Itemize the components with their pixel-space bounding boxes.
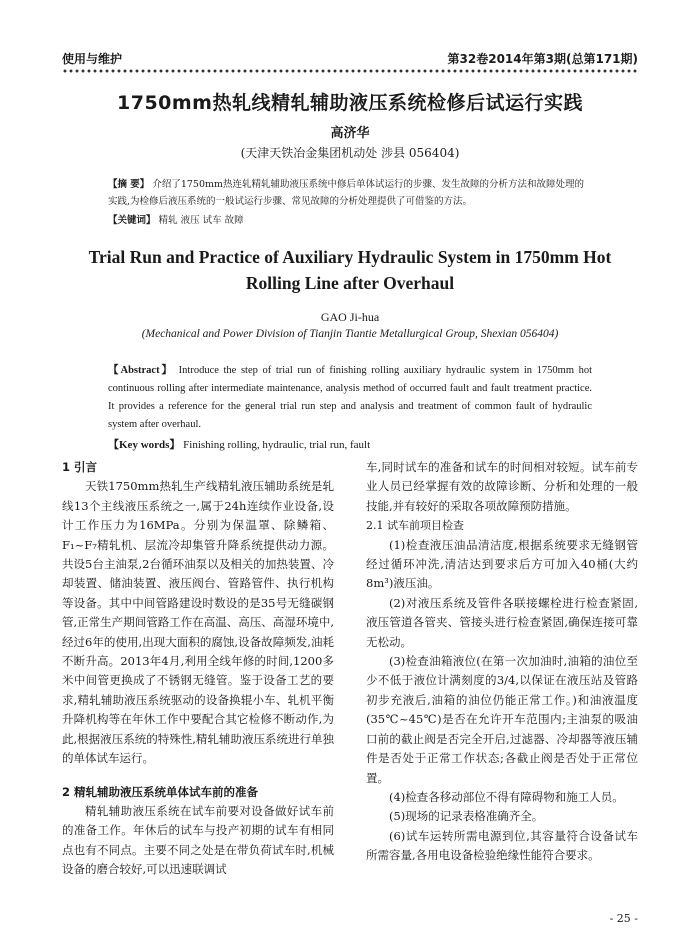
author-en: GAO Ji-hua xyxy=(320,310,380,324)
section-2-paragraph-cont: 车,同时试车的准备和试车的时间相对较短。试车前专业人员已经掌握有效的故障诊断、分析和处理的一般技能,并有较好的采取各项故障预防措施。 xyxy=(366,460,638,513)
list-item: (3)检查油箱液位(在第一次加油时,油箱的油位至少不低于液位计满刻度的3/4,以保证在液压站及管路初步充液后,油箱的油位仍能正常工作。)和油液温度(35℃~45℃)是否在允许开车范围内;主油泵的吸油口前的截止阀是否完全开启,过滤器、冷却器等液压辅件是否处于正常工作状态;各截止阀是否处于正常位置。 xyxy=(366,654,638,785)
abstract-cn-label: 【摘 要】 xyxy=(108,179,150,190)
page-number: - 25 - xyxy=(609,912,638,925)
section-2-paragraph: 精轧辅助液压系统在试车前要对设备做好试车前的准备工作。年休后的试车与投产初期的试车有相同点也有不同点。主要不同之处是在带负荷试车时,机械设备的磨合较好,可以迅速联调试 xyxy=(62,803,334,877)
keywords-cn xyxy=(108,212,592,226)
section-2-1-heading: 2.1 试车前项目检查 xyxy=(366,519,464,533)
author-cn: 高济华 xyxy=(330,126,370,141)
section-1-heading: 1 引言 xyxy=(62,460,98,474)
list-item: (1)检查液压油品清洁度,根据系统要求无缝钢管经过循环冲洗,清洁达到要求后方可加入40桶(大约8m³)液压油。 xyxy=(366,537,638,591)
section-2-heading: 2 精轧辅助液压系统单体试车前的准备 xyxy=(62,784,259,799)
header-rule xyxy=(62,68,638,74)
keywords-en-text: Finishing rolling, hydraulic, trial run, fault xyxy=(183,439,371,451)
abstract-cn-text: 介绍了1750mm热连轧精轧辅助液压系统中修后单体试运行的步骤、发生故障的分析方法和故障处理的实践,为检修后液压系统的一般试运行步骤、常见故障的分析处理提供了可借鉴的方法。 xyxy=(108,179,585,207)
abstract-en xyxy=(108,362,592,434)
page-title: 1750mm热轧线精轧辅助液压系统检修后试运行实践 xyxy=(117,92,583,114)
header-section: 使用与维护 xyxy=(62,52,123,66)
list-item: (2)对液压系统及管件各联接螺栓进行检查紧固,液压管道各管夹、管接头进行检查紧固,确保连接可靠无松动。 xyxy=(366,595,638,649)
abstract-en-label: 【Abstract】 xyxy=(108,365,175,376)
abstract-cn xyxy=(108,176,592,210)
abstract-en-text: Introduce the step of trial run of finishing rolling auxiliary hydraulic system in 1750mm hot continuous rolling after intermediate maintenance, analysis method of occurred fault and fault treatment practice. It provides a reference for the general trial run step and analysis and treatment of common fault of hydraulic system after overhaul. xyxy=(108,365,593,430)
header-issue: 第32卷2014年第3期(总第171期) xyxy=(447,52,638,66)
affiliation-en: (Mechanical and Power Division of Tianjin Tiantie Metallurgical Group, Shexian 056404) xyxy=(141,328,559,340)
title-en: Trial Run and Practice of Auxiliary Hydraulic System in 1750mm Hot Rolling Line after Overhaul xyxy=(88,247,612,293)
keywords-cn-text: 精轧 液压 试车 故障 xyxy=(158,215,244,226)
affiliation-cn: (天津天铁冶金集团机动处 涉县 056404) xyxy=(240,146,460,160)
body-column-left xyxy=(62,458,334,880)
list-item: (4)检查各移动部位不得有障碍物和施工人员。 xyxy=(389,789,624,804)
keywords-en xyxy=(108,436,592,452)
list-item: (6)试车运转所需电源到位,其容量符合设备试车所需容量,各用电设备检验绝缘性能符合要求。 xyxy=(366,828,638,863)
keywords-cn-label: 【关键词】 xyxy=(108,215,156,226)
running-header xyxy=(62,50,638,68)
list-item: (5)现场的记录表格准确齐全。 xyxy=(389,809,544,824)
keywords-en-label: 【Key words】 xyxy=(108,439,181,451)
section-1-paragraph: 天铁1750mm热轧生产线精轧液压辅助系统是轧线13个主线液压系统之一,属于24h连续作业设备,设计工作压力为16MPa。分别为保温罩、除鳞箱、F₁~F₇精轧机、层流冷却集管升降系统提供动力源。共设5台主油泵,2台循环油泵以及相关的加热装置、冷却装置、储油装置、液压阀台、管路管件、执行机构等设备。其中中间管路建设时数设的是35号无缝碳钢管,正常生产期间管路工作在高温、高压、高湿环境中,经过6年的使用,出现大面积的腐蚀,设备故障频发,油耗不断升高。2013年4月,利用全线年修的时间,1200多米中间管更换成了不锈钢无缝管。鉴于设备工艺的要求,精轧辅助液压系统驱动的设备换辊小车、轧机平衡升降机构等在年休工作中要配合其它检修不断动作,为此,根据液压系统的特殊性,精轧辅助液压系统进行单独的单体试车运行。 xyxy=(62,479,334,766)
body-column-right xyxy=(366,458,638,866)
